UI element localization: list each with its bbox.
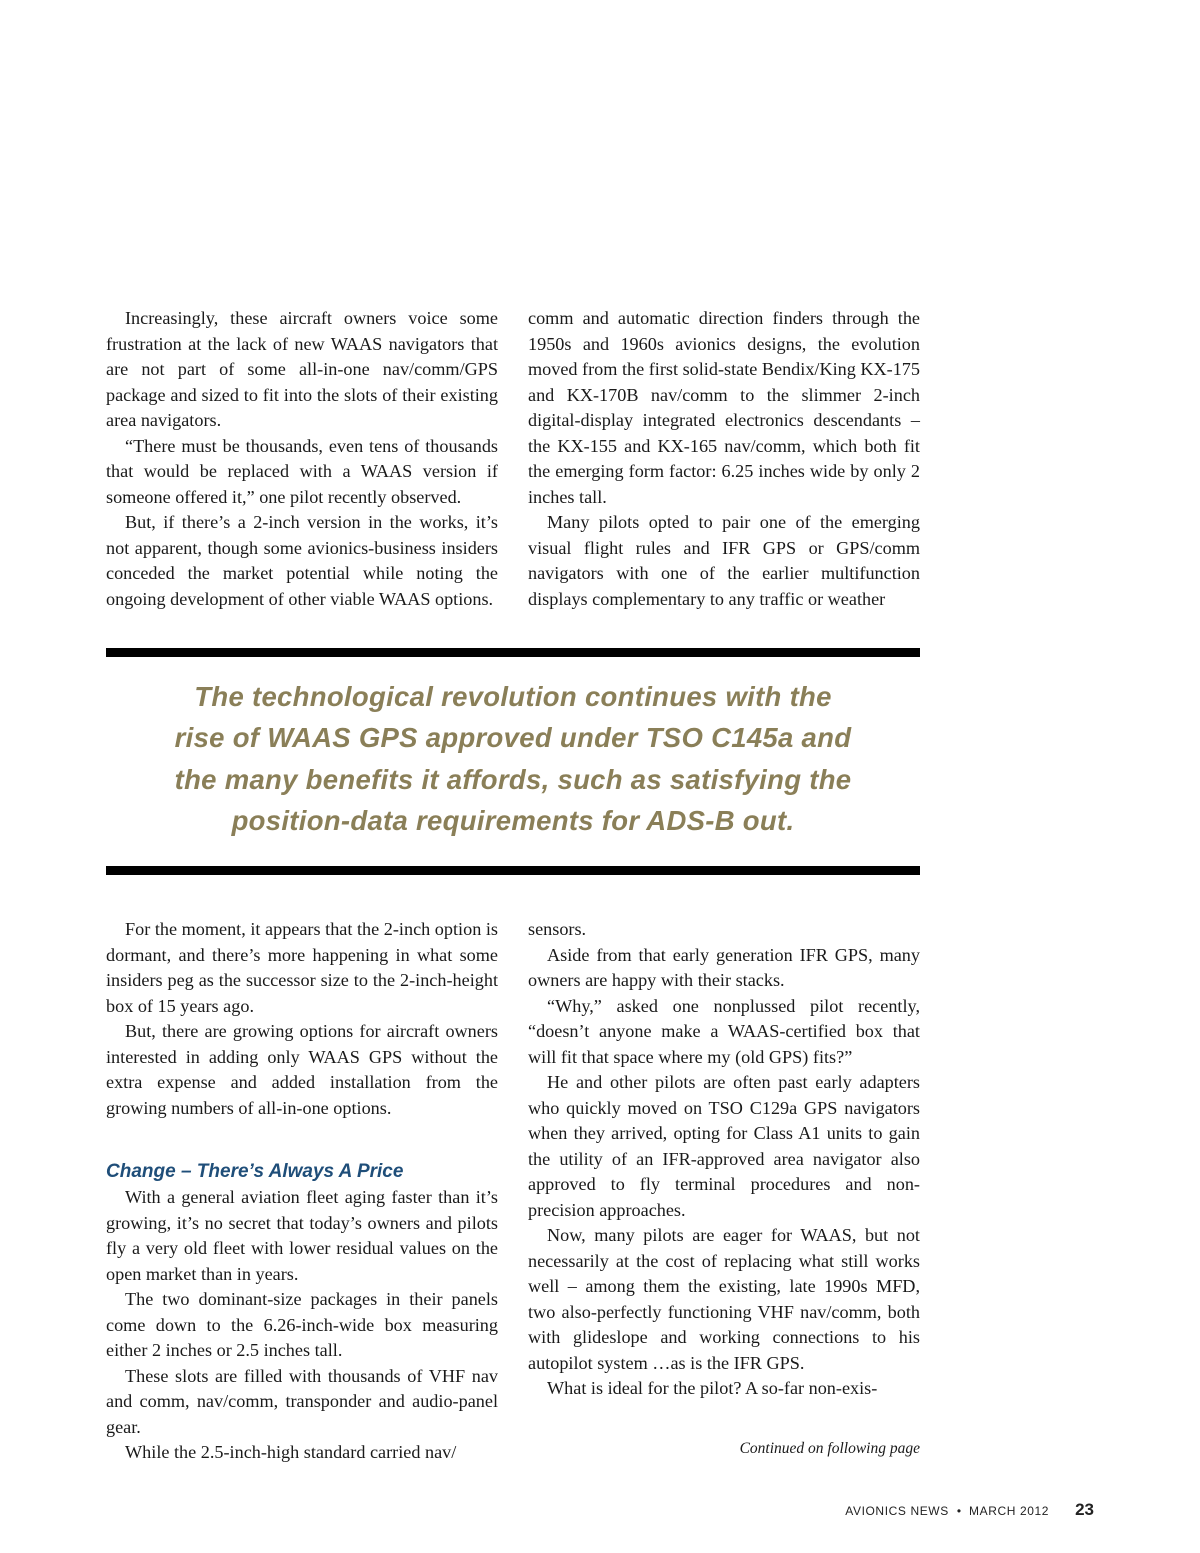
pull-quote-line: The technological revolution continues with the	[194, 681, 832, 712]
pull-quote-line: the many benefits it affords, such as satisfying the	[174, 763, 852, 795]
body-paragraph: These slots are filled with thousands of VHF nav and comm, nav/comm, transponder and audio-panel gear.	[106, 1365, 498, 1437]
magazine-name: AVIONICS NEWS	[845, 1504, 949, 1518]
body-paragraph: For the moment, it appears that the 2-inch option is dormant, and there’s more happening in what some insiders peg as the successor size to the 2-inch-height box of 15 years ago.	[106, 919, 498, 1016]
body-paragraph: “There must be thousands, even tens of thousands that would be replaced with a WAAS version if someone offered it,” one pilot recently observed.	[106, 435, 498, 507]
pull-quote-bottom-rule	[106, 866, 920, 875]
body-paragraph: But, there are growing options for aircraft owners interested in adding only WAAS GPS without the extra expense and added installation from the growing numbers of all-in-one options.	[106, 1021, 498, 1118]
body-paragraph: Increasingly, these aircraft owners voice some frustration at the lack of new WAAS navigators that are not part of some all-in-one nav/comm/GPS package and sized to fit into the slots of their existing area navigators.	[106, 308, 498, 430]
body-paragraph-continued: comm and automatic direction finders through the 1950s and 1960s avionics designs, the evolution moved from the first solid-state Bendix/King KX-175 and KX-170B nav/comm to the slimmer 2-inch digital-display integrated electronics descendants – the KX-155 and KX-165 nav/comm, which both fit the emerging form factor: 6.25 inches wide by only 2 inches tall.	[528, 308, 920, 507]
body-paragraph-continued: sensors.	[528, 919, 587, 939]
body-paragraph: With a general aviation fleet aging faster than it’s growing, it’s no secret that today’s owners and pilots fly a very old fleet with lower residual values on the open market than in years.	[106, 1187, 498, 1284]
body-paragraph: He and other pilots are often past early adapters who quickly moved on TSO C129a GPS navigators when they arrived, opting for Class A1 units to gain the utility of an IFR-approved area navigator also approved to fly terminal procedures and non-precision approaches.	[528, 1072, 920, 1220]
body-paragraph: The two dominant-size packages in their panels come down to the 6.26-inch-wide box measuring either 2 inches or 2.5 inches tall.	[106, 1289, 498, 1360]
continued-note: Continued on following page	[739, 1440, 920, 1457]
pull-quote-top-rule	[106, 648, 920, 657]
article-column-1	[106, 306, 498, 612]
article-column-2	[528, 306, 920, 612]
pull-quote-line: position-data requirements for ADS-B out.	[231, 804, 795, 836]
body-paragraph: What is ideal for the pilot? A so-far non-exis-	[547, 1378, 878, 1398]
pull-quote	[106, 676, 920, 841]
body-paragraph: While the 2.5-inch-high standard carried nav/	[125, 1442, 457, 1462]
body-paragraph: “Why,” asked one nonplussed pilot recently, “doesn’t anyone make a WAAS-certified box that will fit that space where my (old GPS) fits?”	[528, 995, 920, 1067]
pull-quote-line: rise of WAAS GPS approved under TSO C145a and	[174, 722, 852, 754]
section-subhead: Change – There’s Always A Price	[106, 1161, 404, 1182]
footer-separator: •	[956, 1504, 962, 1518]
page-number: 23	[1075, 1500, 1094, 1519]
body-paragraph: Many pilots opted to pair one of the emerging visual flight rules and IFR GPS or GPS/comm navigators with one of the earlier multifunction displays complementary to any traffic or weather	[528, 512, 920, 609]
body-paragraph: But, if there’s a 2-inch version in the works, it’s not apparent, though some avionics-business insiders conceded the market potential while noting the ongoing development of other viable WAAS options.	[106, 512, 498, 609]
article-column-4	[528, 917, 920, 1402]
issue-date: MARCH 2012	[969, 1504, 1050, 1518]
body-paragraph: Aside from that early generation IFR GPS, many owners are happy with their stacks.	[528, 944, 920, 990]
body-paragraph: Now, many pilots are eager for WAAS, but not necessarily at the cost of replacing what still works well – among them the existing, late 1990s MFD, two also-perfectly functioning VHF nav/comm, both with glideslope and working connections to his autopilot system …as is the IFR GPS.	[528, 1225, 920, 1373]
article-column-3	[106, 917, 498, 1466]
page-footer	[760, 1500, 1094, 1521]
